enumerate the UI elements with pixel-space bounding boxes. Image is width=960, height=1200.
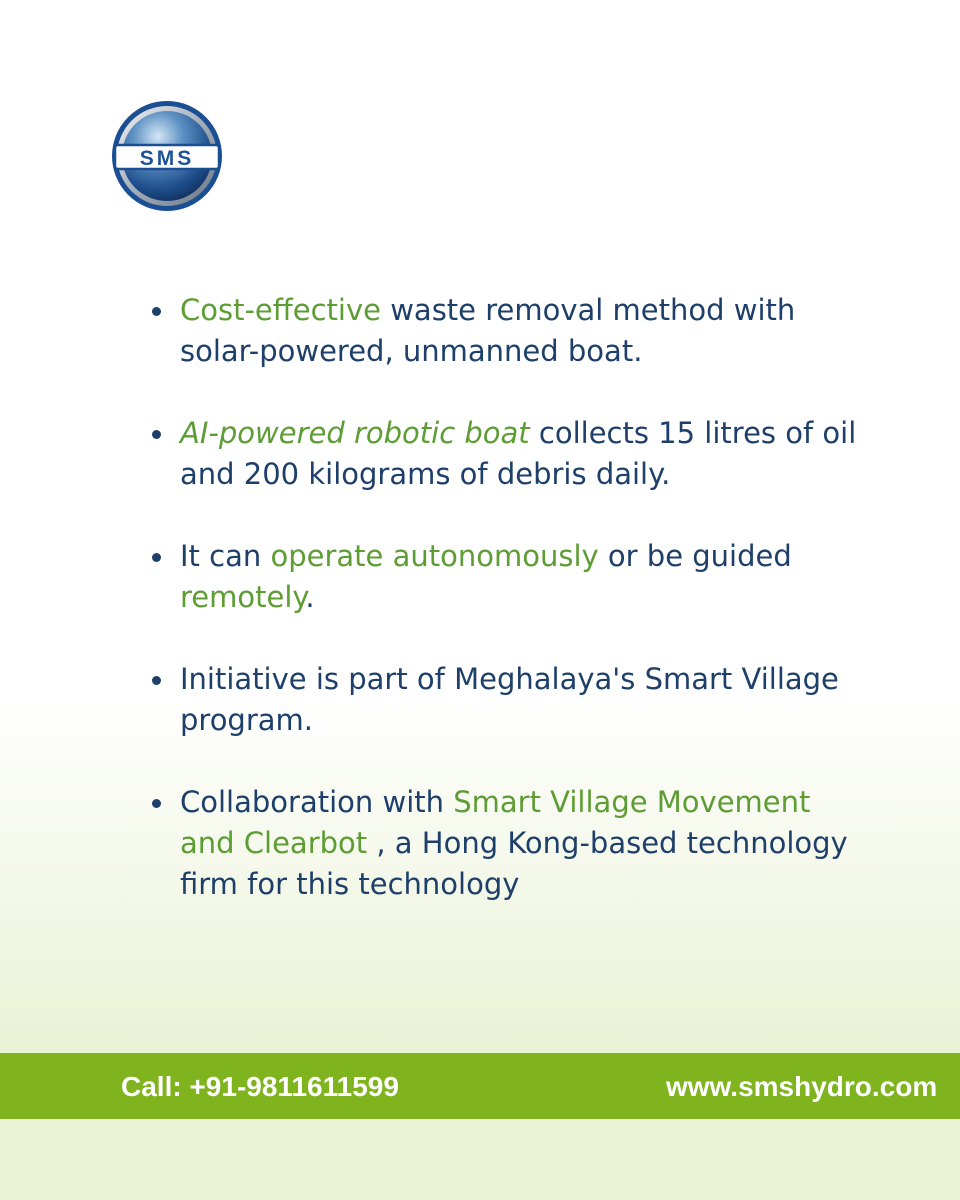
list-item <box>180 290 860 372</box>
call-number[interactable]: Call: +91-9811611599 <box>121 1071 399 1102</box>
bullet-text: , a Hong Kong-based technology firm for this technology <box>180 826 848 901</box>
bullet-text: waste removal method with solar-powered, unmanned boat. <box>180 293 796 368</box>
bullet-text: It can <box>180 539 271 573</box>
website-link[interactable]: www.smshydro.com <box>666 1071 938 1102</box>
feature-list <box>180 290 860 946</box>
bullet-text: Collaboration with <box>180 785 454 819</box>
highlight-cost-effective: Cost-effective <box>180 293 381 327</box>
highlight-smart-village-clearbot: Smart Village Movement and Clearbot <box>180 785 811 860</box>
list-item <box>180 782 860 905</box>
footer-bar <box>0 1053 960 1119</box>
list-item <box>180 659 860 741</box>
list-item <box>180 413 860 495</box>
sms-logo-graphic <box>110 100 224 212</box>
highlight-remotely: remotely <box>180 580 306 614</box>
bullet-text: or be guided <box>598 539 792 573</box>
sms-logo <box>110 100 224 212</box>
list-item <box>180 536 860 618</box>
bullet-text: Initiative is part of Meghalaya's Smart Village program. <box>180 662 839 737</box>
highlight-ai-powered-boat: AI-powered robotic boat <box>180 416 530 450</box>
logo-text: SMS <box>139 147 195 170</box>
bullet-text: . <box>305 580 315 614</box>
highlight-operate-autonomously: operate autonomously <box>270 539 599 573</box>
bullet-text: collects 15 litres of oil and 200 kilograms of debris daily. <box>180 416 857 491</box>
